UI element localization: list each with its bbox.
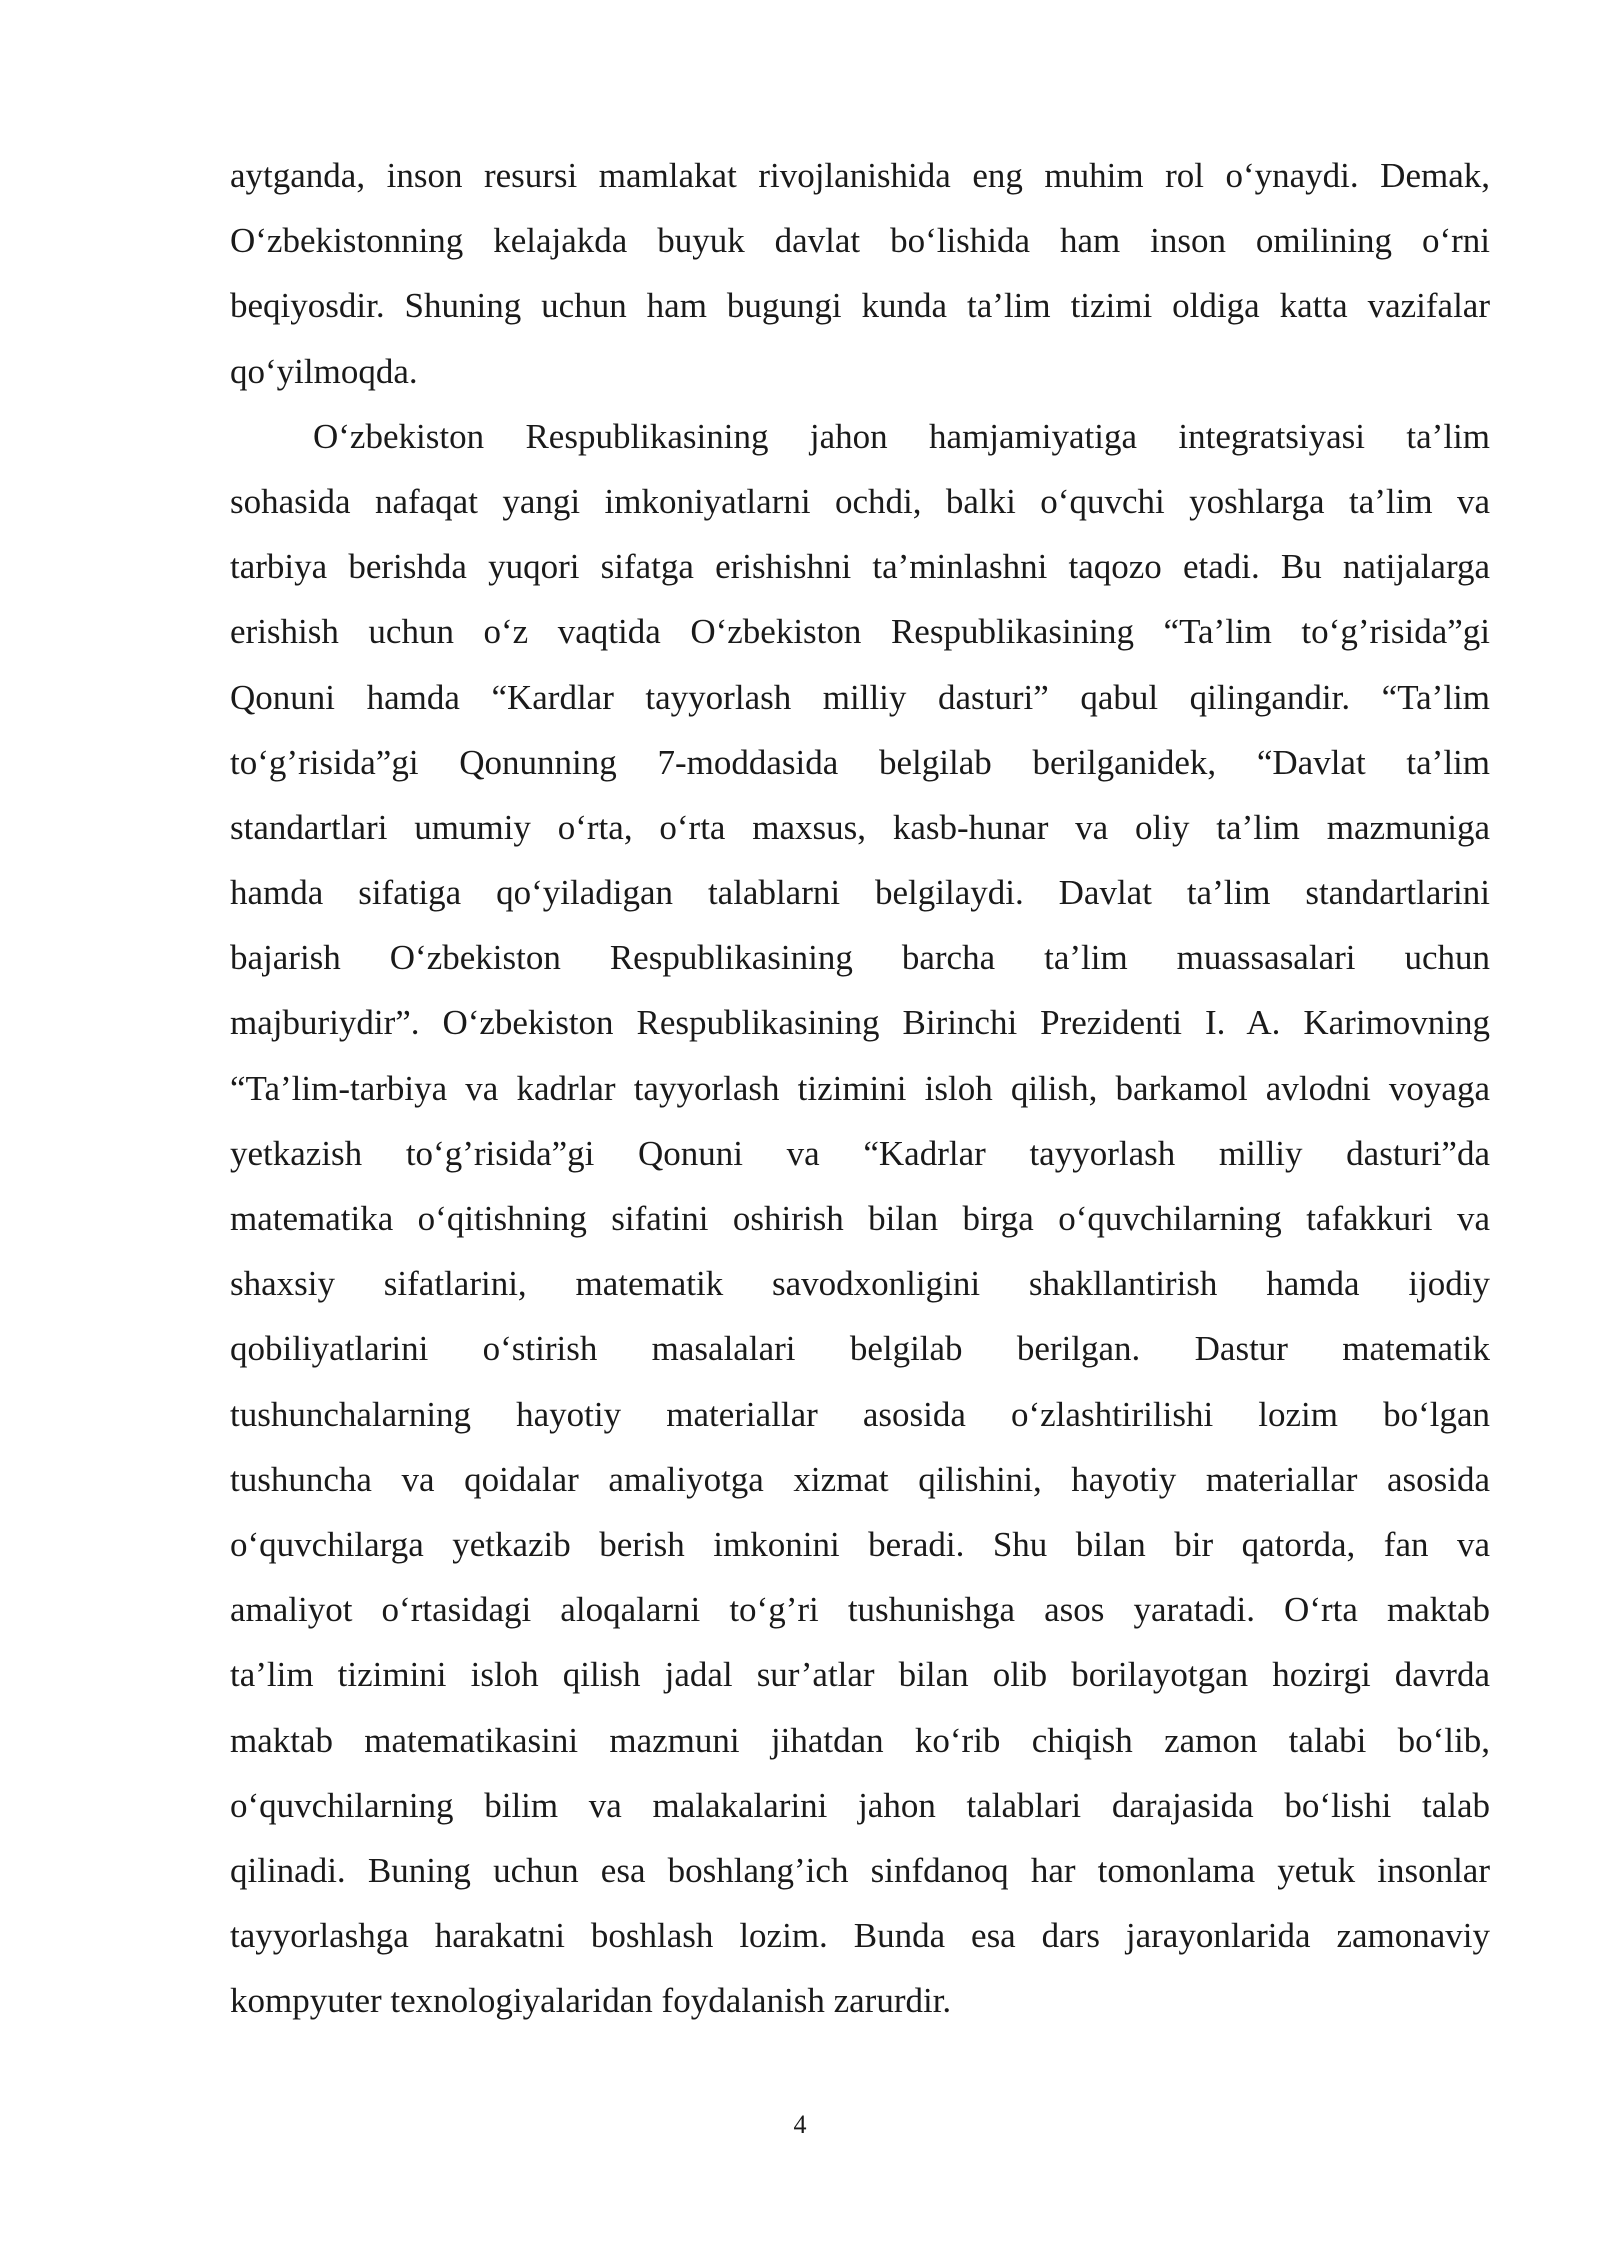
- paragraph-1: [230, 143, 1490, 404]
- text-line: qobiliyatlarini o‘stirish masalalari belgilab berilgan. Dastur matematik: [230, 1329, 1490, 1369]
- text-line: sohasida nafaqat yangi imkoniyatlarni ochdi, balki o‘quvchi yoshlarga ta’lim va: [230, 481, 1490, 521]
- page-number: 4: [793, 2110, 807, 2139]
- text-line: tushuncha va qoidalar amaliyotga xizmat qilishini, hayotiy materiallar asosida: [230, 1459, 1490, 1499]
- paragraph-2: [230, 404, 1490, 2034]
- text-line: o‘quvchilarga yetkazib berish imkonini beradi. Shu bilan bir qatorda, fan va: [230, 1524, 1490, 1564]
- text-line: aytganda, inson resursi mamlakat rivojlanishida eng muhim rol o‘ynaydi. Demak,: [230, 156, 1490, 195]
- text-line: o‘quvchilarning bilim va malakalarini jahon talablari darajasida bo‘lishi talab: [230, 1785, 1490, 1825]
- text-line: tushunchalarning hayotiy materiallar asosida o‘zlashtirilishi lozim bo‘lgan: [230, 1394, 1490, 1434]
- text-line: erishish uchun o‘z vaqtida O‘zbekiston Respublikasining “Ta’lim to‘g’risida”gi: [230, 612, 1490, 652]
- text-line: majburiydir”. O‘zbekiston Respublikasining Birinchi Prezidenti I. A. Karimovning: [230, 1003, 1490, 1043]
- text-line: Qonuni hamda “Kardlar tayyorlash milliy dasturi” qabul qilingandir. “Ta’lim: [230, 677, 1490, 717]
- text-line: yetkazish to‘g’risida”gi Qonuni va “Kadrlar tayyorlash milliy dasturi”da: [230, 1133, 1490, 1173]
- text-line: O‘zbekistonning kelajakda buyuk davlat bo‘lishida ham inson omilining o‘rni: [230, 221, 1490, 261]
- text-line: “Ta’lim-tarbiya va kadrlar tayyorlash tizimini isloh qilish, barkamol avlodni voyaga: [230, 1068, 1490, 1108]
- text-line: qo‘yilmoqda.: [230, 351, 418, 391]
- body-text: [230, 143, 1490, 2033]
- text-line: maktab matematikasini mazmuni jihatdan ko‘rib chiqish zamon talabi bo‘lib,: [230, 1720, 1490, 1760]
- text-line: to‘g’risida”gi Qonunning 7-moddasida belgilab berilganidek, “Davlat ta’lim: [230, 742, 1490, 782]
- text-line: tarbiya berishda yuqori sifatga erishishni ta’minlashni taqozo etadi. Bu natijalarga: [230, 547, 1490, 587]
- text-line: tayyorlashga harakatni boshlash lozim. Bunda esa dars jarayonlarida zamonaviy: [230, 1916, 1490, 1956]
- text-line: standartlari umumiy o‘rta, o‘rta maxsus, kasb-hunar va oliy ta’lim mazmuniga: [230, 807, 1490, 847]
- text-line: qilinadi. Buning uchun esa boshlang’ich sinfdanoq har tomonlama yetuk insonlar: [230, 1850, 1490, 1890]
- text-line: matematika o‘qitishning sifatini oshirish bilan birga o‘quvchilarning tafakkuri va: [230, 1199, 1490, 1238]
- text-line: kompyuter texnologiyalaridan foydalanish zarurdir.: [230, 1981, 952, 2021]
- text-line: ta’lim tizimini isloh qilish jadal sur’atlar bilan olib borilayotgan hozirgi davrda: [230, 1655, 1490, 1695]
- text-line: hamda sifatiga qo‘yiladigan talablarni belgilaydi. Davlat ta’lim standartlarini: [230, 873, 1490, 913]
- text-line: amaliyot o‘rtasidagi aloqalarni to‘g’ri tushunishga asos yaratadi. O‘rta maktab: [230, 1590, 1490, 1630]
- text-line: O‘zbekiston Respublikasining jahon hamjamiyatiga integratsiyasi ta’lim: [313, 416, 1490, 456]
- text-line: bajarish O‘zbekiston Respublikasining barcha ta’lim muassasalari uchun: [230, 938, 1490, 978]
- text-line: beqiyosdir. Shuning uchun ham bugungi kunda ta’lim tizimi oldiga katta vazifalar: [230, 286, 1490, 326]
- text-line: shaxsiy sifatlarini, matematik savodxonligini shakllantirish hamda ijodiy: [230, 1264, 1490, 1304]
